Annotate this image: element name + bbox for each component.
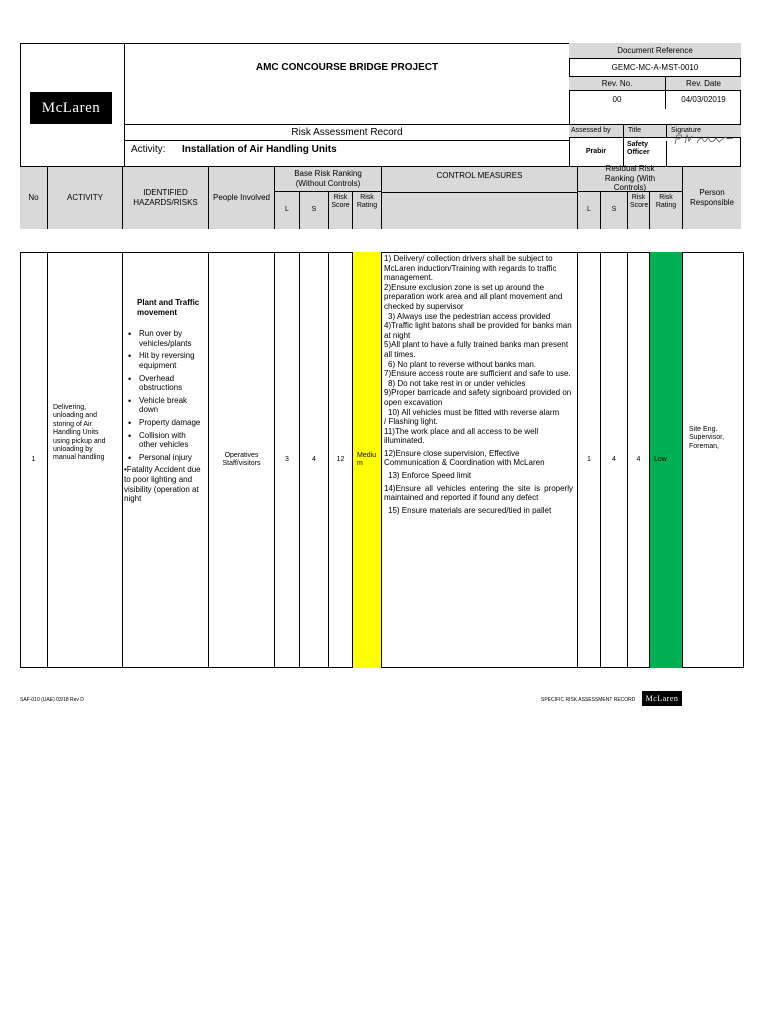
- row-responsible-cell: [683, 252, 744, 668]
- col-res-rating: Risk Rating: [650, 192, 683, 229]
- col-hazards: IDENTIFIED HAZARDS/RISKS: [123, 166, 209, 229]
- project-title: AMC CONCOURSE BRIDGE PROJECT: [255, 61, 439, 73]
- rev-no-label: Rev. No.: [569, 77, 666, 91]
- doc-ref-label: Document Reference: [569, 43, 741, 59]
- col-people: People Involved: [209, 166, 275, 229]
- title-value: Safety Officer: [624, 141, 667, 166]
- control-item: 6) No plant to reverse without banks man.: [388, 359, 537, 369]
- signature-scribble-icon: [667, 131, 737, 149]
- col-residual-ranking: Residual Risk Ranking (With Controls): [578, 166, 683, 192]
- col-activity: ACTIVITY: [48, 166, 123, 229]
- hazard-list: [127, 329, 204, 462]
- control-item: 13) Enforce Speed limit: [388, 471, 472, 481]
- control-item: 3) Always use the pedestrian access provided: [388, 311, 551, 321]
- footer-right: SPECIFIC RISK ASSESSMENT RECORD: [541, 697, 636, 703]
- control-item: 10) All vehicles must be fitted with reverse alarm: [388, 407, 560, 417]
- assessed-by-label: Assessed by: [569, 124, 624, 138]
- assessed-by-value: Prabir: [569, 138, 624, 166]
- hazard-item: • Overhead obstructions: [137, 374, 204, 393]
- col-base-rating: Risk Rating: [353, 192, 382, 229]
- record-title: Risk Assessment Record: [125, 124, 569, 141]
- control-item: 5)All plant to have a fully trained banks man present all times.: [384, 340, 569, 359]
- control-item: 11)The work place and all access to be well illuminated.: [384, 426, 539, 446]
- hazard-item: • Hit by reversing equipment: [137, 351, 204, 370]
- control-item: 8) Do not take rest in or under vehicles: [388, 378, 526, 388]
- col-control-divider: [382, 192, 578, 193]
- control-item: 7)Ensure access route are sufficient and safe to use.: [384, 369, 571, 379]
- control-item: 2)Ensure exclusion zone is set up around the preparation work area and all plant movement and checked by supervisor: [384, 282, 563, 311]
- control-item: 4)Traffic light batons shall be provided for banks man at night: [384, 321, 572, 340]
- control-item: 15) Ensure materials are secured/tied in pallet: [388, 505, 552, 515]
- signature-label: Signature: [667, 124, 741, 138]
- rev-date-label: Rev. Date: [666, 77, 741, 91]
- footer-logo: [642, 691, 682, 706]
- row-hazards-cell: [123, 252, 209, 668]
- activity-value: Installation of Air Handling Units: [182, 144, 337, 155]
- hazard-extra: •Fatality Accident due to poor lighting and visibility (operation at night: [124, 465, 201, 504]
- row-controls-cell: [382, 252, 578, 668]
- row-activity: Delivering, unloading and storing of Air Handling Units using pickup and unloading by manual handling: [53, 404, 106, 462]
- hazard-item: • Vehicle break down: [137, 396, 204, 415]
- row-base-score: 12: [329, 252, 353, 668]
- col-res-score: Risk Score: [628, 192, 650, 229]
- col-base-score: Risk Score: [329, 192, 353, 229]
- row-res-rating: Low: [654, 455, 667, 463]
- row-base-rating: Medium: [357, 451, 377, 467]
- row-base-s: 4: [300, 252, 329, 668]
- rev-no-value: 00: [569, 91, 666, 109]
- control-item: 14)Ensure all vehicles entering the site is properly maintained and reported if found any defect: [384, 483, 573, 503]
- row-activity-cell: [48, 252, 123, 668]
- footer-left: SAF-010 (UAE) 03/18 Rev D: [20, 697, 84, 703]
- col-res-l: L: [578, 192, 601, 229]
- row-people: Operatives Staff/visitors: [209, 252, 275, 668]
- hazard-item: • Personal injury: [137, 453, 204, 463]
- hazard-item: • Property damage: [137, 418, 204, 428]
- row-base-rating-cell: [353, 252, 382, 668]
- col-base-ranking: Base Risk Ranking (Without Controls): [275, 166, 382, 192]
- control-item: 1) Delivery/ collection drivers shall be subject to McLaren induction/Training with regards to traffic management.: [384, 254, 557, 283]
- row-res-rating-cell: [650, 252, 683, 668]
- company-logo: [30, 92, 112, 124]
- control-item: / Flashing light.: [384, 417, 438, 427]
- row-base-l: 3: [275, 252, 300, 668]
- col-base-l: L: [275, 192, 300, 229]
- control-item: 9)Proper barricade and safety signboard provided on open excavation: [384, 388, 572, 407]
- signature-image: [667, 131, 737, 149]
- col-res-s: S: [601, 192, 628, 229]
- footer-logo-text: McLaren: [645, 694, 679, 703]
- title-label: Title: [624, 124, 667, 138]
- hazard-item: • Run over by vehicles/plants: [137, 329, 204, 348]
- company-logo-text: McLaren: [41, 99, 101, 116]
- rev-date-value: 04/03/02019: [681, 95, 726, 105]
- row-no: 1: [20, 252, 48, 668]
- doc-ref-value: GEMC-MC-A-MST-0010: [569, 59, 741, 77]
- col-no: No: [20, 166, 48, 229]
- col-person-responsible: Person Responsible: [689, 187, 735, 207]
- hazard-heading: Plant and Traffic movement: [137, 298, 200, 317]
- hazard-item: • Collision with other vehicles: [137, 431, 204, 450]
- row-res-s: 4: [601, 252, 628, 668]
- activity-label: Activity:: [131, 144, 166, 155]
- col-base-s: S: [300, 192, 329, 229]
- row-res-score: 4: [628, 252, 650, 668]
- row-res-l: 1: [578, 252, 601, 668]
- row-responsible: Site Eng. Supervisor, Foreman,: [689, 426, 725, 450]
- control-item: 12)Ensure close supervision, Effective Communication & Coordination with McLaren: [384, 448, 545, 468]
- col-control: CONTROL MEASURES: [382, 166, 578, 229]
